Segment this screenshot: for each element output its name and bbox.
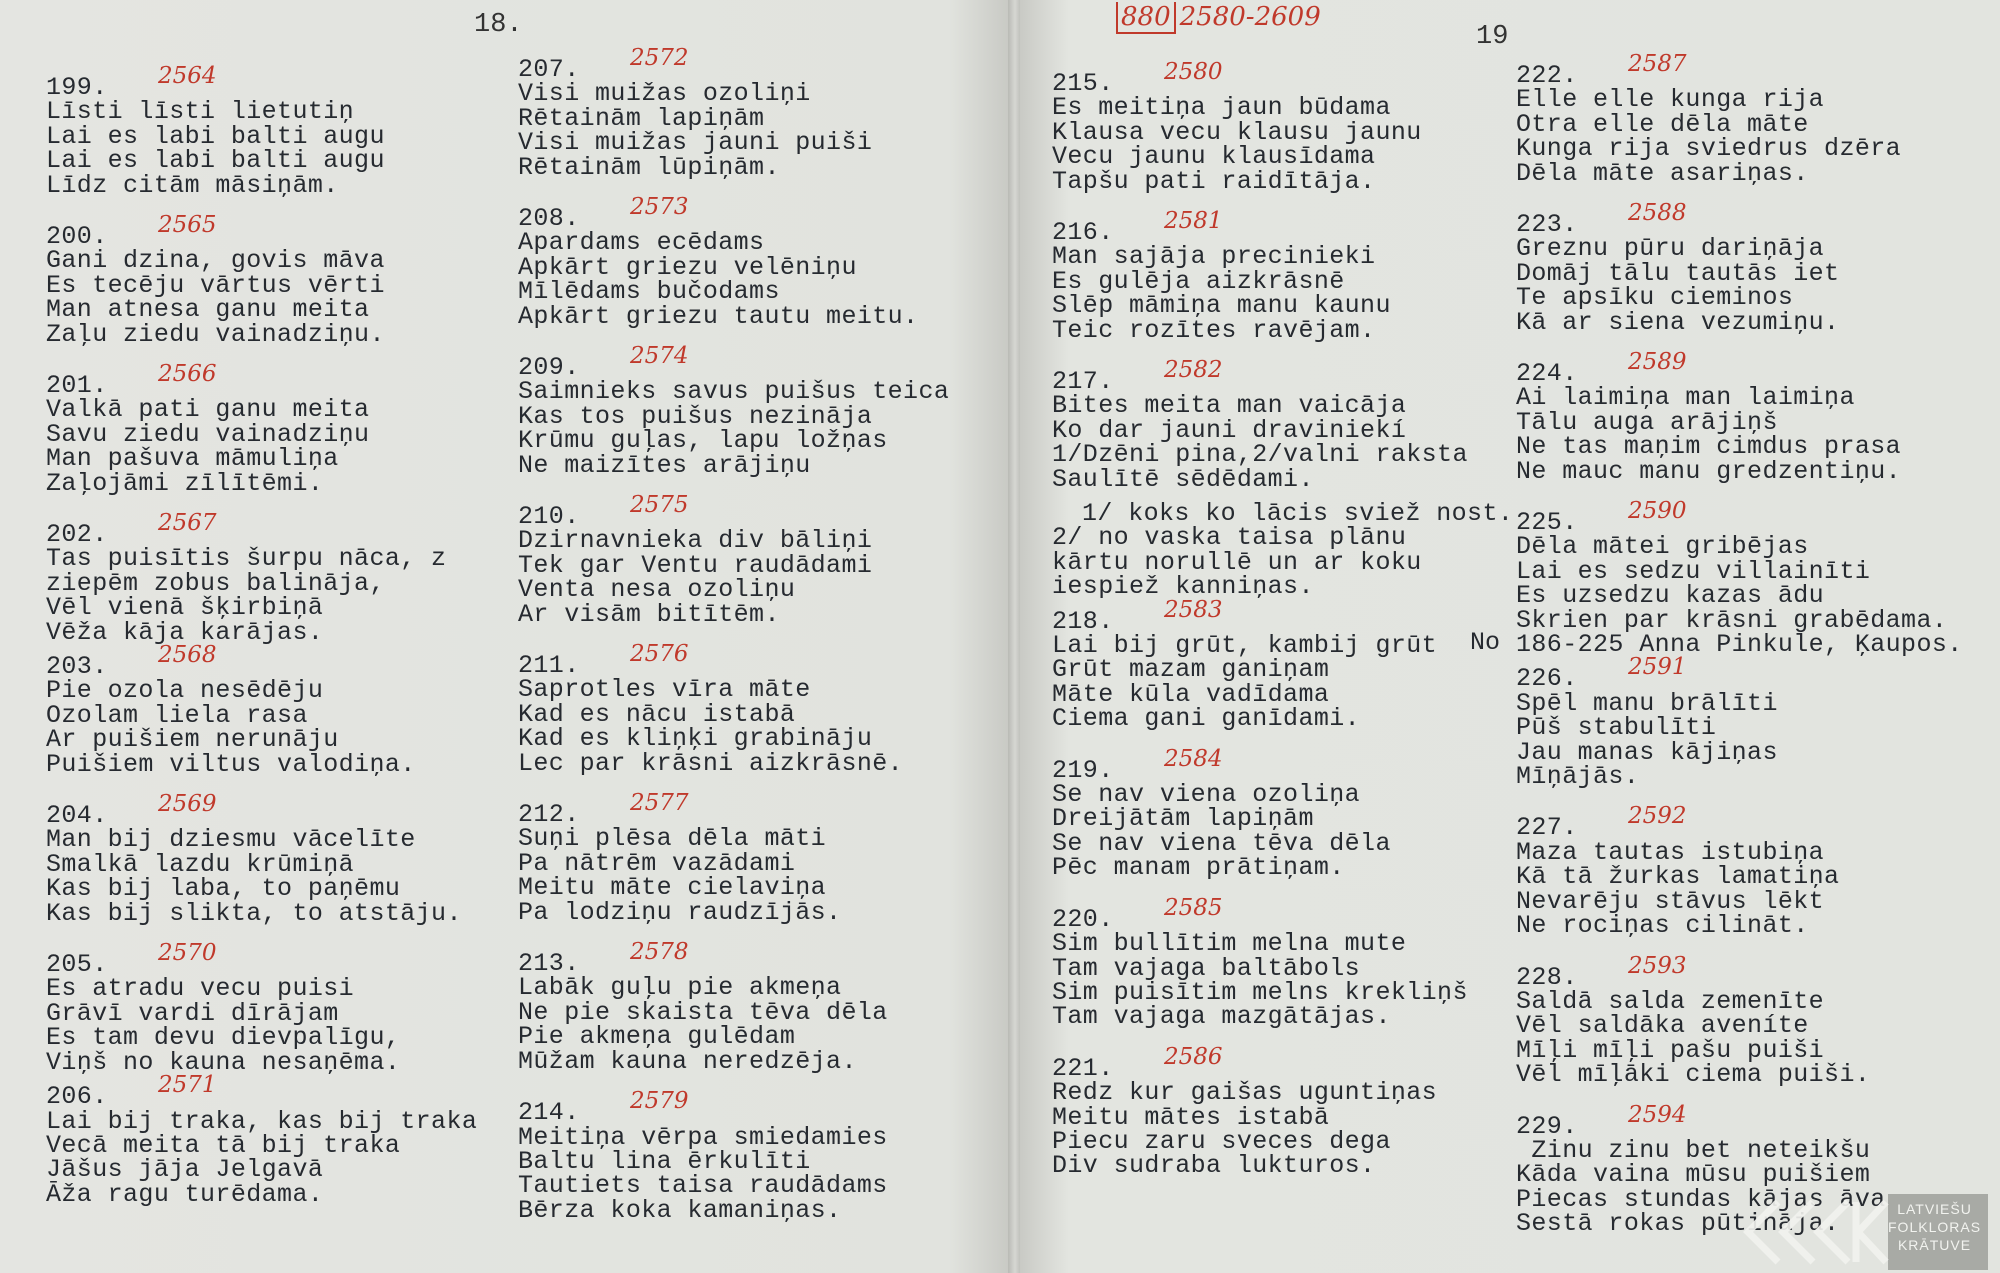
archive-reference: 2573 (630, 194, 689, 221)
verse-line: Ozolam liela rasa (46, 700, 308, 730)
verse-line: ziepēm zobus balināja, (46, 568, 385, 598)
verse-line: Labāk guļu pie akmeņa (518, 973, 842, 1003)
verse-line: Ne pie skaista tēva dēla (518, 997, 888, 1027)
verse-line: Visi muižas jauni puiši (518, 128, 873, 158)
archive-reference: 2566 (158, 361, 217, 388)
stanza-number: 201. (46, 371, 108, 401)
verse-line: Zaļu ziedu vainadziņu. (46, 319, 385, 349)
stanza (518, 641, 949, 778)
archive-reference: 2586 (1164, 1043, 1223, 1070)
stanza-number: 208. (518, 204, 580, 234)
verse-line: Gani dzina, govis māva (46, 246, 385, 276)
right-column-2 (1516, 51, 1963, 1264)
stanza (46, 361, 477, 498)
archive-reference: 2581 (1164, 208, 1223, 235)
stanza-number: 212. (518, 800, 580, 830)
stanza-number-row (1052, 208, 1513, 248)
verse-line: Grāvī vardi dīrājam (46, 998, 339, 1028)
archive-reference: 2578 (630, 939, 689, 966)
verse-line: Lec par krāsni aizkrāsnē. (518, 748, 904, 778)
stanza-number-row (518, 343, 949, 383)
archive-reference: 2565 (158, 212, 217, 239)
verse-line: Ciema gani ganīdami. (1052, 704, 1361, 734)
verse-line: Kā ar siena vezumiņu. (1516, 307, 1840, 337)
verse-line: Elle elle kunga rija (1516, 85, 1825, 115)
verse-line: Jau manas kājiņas (1516, 737, 1778, 767)
verse-line: Skrien par krāsni grabēdama. (1516, 605, 1948, 635)
stanza-number-row (518, 790, 949, 830)
verse-line: Jāšus jāja Jelgavā (46, 1155, 324, 1185)
stanza (1516, 51, 1963, 188)
verse-line: Meitiņa vērpa smiedamies (518, 1122, 888, 1152)
archive-reference: 2580 (1164, 59, 1223, 85)
verse-line: 1/Dzēni pina,2/valni raksta (1052, 440, 1468, 470)
archive-reference: 2576 (630, 641, 689, 668)
stanza-number: 203. (46, 652, 108, 682)
verse-line: Ne mauc manu gredzentiņu. (1516, 456, 1902, 486)
verse-line: Sim bullītim melna mute (1052, 929, 1407, 959)
archive-reference: 2585 (1164, 894, 1223, 921)
stanza-number-row (518, 194, 949, 234)
verse-line: Es gulēja aizkrāsnē (1052, 266, 1345, 296)
verse-line: Nevarēju stāvus lēkt (1516, 886, 1825, 916)
stanza (1052, 357, 1513, 494)
stanza-number: 209. (518, 353, 580, 383)
stanza-number-row (1516, 654, 1963, 694)
stanza-number-row (1516, 51, 1963, 90)
stanza (1052, 894, 1513, 1032)
stanza (1052, 596, 1513, 734)
verse-line: Piecas stundas kājas āva (1516, 1184, 1886, 1214)
archive-reference: 2588 (1628, 200, 1687, 227)
stanza (46, 63, 477, 200)
stanza-number: 199. (46, 73, 108, 102)
verse-line: Valkā pati ganu meita (46, 395, 370, 425)
stanza-number: 213. (518, 949, 580, 979)
stanza (46, 791, 477, 928)
stanza (518, 939, 949, 1076)
verse-line: Te apsīku cieminos (1516, 283, 1794, 313)
verse-line: Teic rozītes ravējam. (1052, 315, 1376, 345)
archive-reference: 2592 (1628, 803, 1687, 830)
verse-line: Lai es sedzu villainīti (1516, 556, 1871, 586)
verse-line: Grūt mazam ganiņam (1052, 655, 1330, 685)
archive-reference: 2593 (1628, 952, 1687, 979)
verse-line: Kad es nācu istabā (518, 699, 796, 729)
stanza-number: 228. (1516, 962, 1578, 992)
archive-reference: 2575 (630, 492, 689, 519)
verse-line: Lai bij traka, kas bij traka (46, 1106, 478, 1136)
stanza (1516, 349, 1963, 486)
verse-line: Tek gar Ventu raudādami (518, 550, 873, 580)
stanza-number: 206. (46, 1082, 108, 1112)
verse-line: kārtu norullē un ar koku (1052, 547, 1422, 577)
archive-reference: 2589 (1628, 349, 1687, 376)
right-column-1 (1052, 59, 1514, 1206)
verse-line: Slēp māmiņa manu kaunu (1052, 291, 1391, 321)
verse-line: Vēža kāja karājas. (46, 617, 324, 647)
verse-line: Pa nātrēm vazādami (518, 848, 796, 878)
verse-line: Spēl manu brālīti (1516, 688, 1778, 718)
stanza-number-row (1052, 596, 1513, 636)
red-archive-header (1116, 2, 1321, 32)
verse-line: Vēl saldāka aveníte (1516, 1011, 1809, 1041)
verse-line: Saimnieks savus puišus teica (518, 377, 950, 407)
verse-line: Savu ziedu vainadziņu (46, 419, 370, 449)
verse-line: Saprotles vīra māte (518, 675, 811, 705)
stanza (518, 790, 949, 927)
verse-line: Kad es kliņķi grabināju (518, 724, 873, 754)
verse-line: Ne tas maņim cimdus prasa (1516, 432, 1902, 462)
side-note-no: No (1470, 628, 1501, 657)
verse-line: Div sudraba lukturos. (1052, 1151, 1376, 1181)
stanza (46, 510, 477, 647)
stanza-number-row (46, 63, 477, 102)
stanza (1052, 745, 1513, 883)
stanza-number: 217. (1052, 367, 1114, 397)
verse-line: Se nav viena tēva dēla (1052, 828, 1391, 858)
stanza-number-row (1052, 745, 1513, 785)
stanza (46, 642, 477, 779)
page-number-left: 18. (474, 10, 523, 40)
verse-line: Zinu zinu bet neteikšu (1516, 1135, 1871, 1165)
verse-line: Vecā meita tā bij traka (46, 1130, 401, 1160)
stanza-number: 229. (1516, 1111, 1578, 1141)
verse-line: Mūžam kauna neredzēja. (518, 1046, 857, 1076)
stanza-number: 216. (1052, 218, 1114, 248)
left-column-2 (518, 45, 950, 1250)
stanza-number: 211. (518, 651, 580, 681)
stanza-number-row (46, 940, 477, 980)
verse-line: Lai es labi balti augu (46, 121, 385, 151)
verse-line: Kas bij slikta, to atstāju. (46, 898, 462, 928)
watermark-line-2: FOLKLORAS (1888, 1219, 1982, 1235)
archive-reference: 2572 (630, 45, 689, 71)
stanza-number: 215. (1052, 69, 1114, 98)
page-number-right: 19 (1476, 22, 1509, 52)
verse-line: Vēl mīļāki ciema puiši. (1516, 1060, 1871, 1090)
verse-line: Pēc manam prātiņam. (1052, 853, 1345, 883)
archive-box-number: 880 (1116, 2, 1176, 34)
verse-line: Rētainām lūpiņām. (518, 152, 780, 182)
verse-line: Meitu mātes istabā (1052, 1102, 1330, 1132)
verse-line: Dreijātām lapiņām (1052, 804, 1314, 834)
verse-line: Vecu jaunu klausīdama (1052, 142, 1376, 172)
verse-line: Man sajāja precinieki (1052, 242, 1376, 272)
verse-line: Apkārt griezu tautu meitu. (518, 301, 919, 331)
stanza-number-row (518, 1088, 949, 1128)
stanza-number: 202. (46, 520, 108, 550)
verse-line: Baltu lina ērkulīti (518, 1146, 811, 1176)
stanza (518, 194, 949, 331)
stanza (518, 45, 949, 182)
stanza-number: 205. (46, 950, 108, 980)
verse-line: Rētainām lapiņām (518, 103, 765, 133)
verse-line: Meitu māte cielaviņa (518, 873, 827, 903)
stanza (1052, 1043, 1513, 1181)
verse-line: Tautiets taisa raudādams (518, 1171, 888, 1201)
right-page (1020, 0, 2000, 1273)
verse-line: Se nav viena ozoliņa (1052, 780, 1361, 810)
archive-reference: 2583 (1164, 596, 1223, 623)
stanza-number-row (46, 1072, 477, 1112)
verse-line: Māte kūla vadīdama (1052, 679, 1330, 709)
verse-line: Apkārt griezu velēniņu (518, 252, 857, 282)
archive-reference: 2594 (1628, 1101, 1687, 1128)
stanza (46, 940, 477, 1077)
stanza (46, 1072, 478, 1209)
verse-line: Ne rociņas cilināt. (1516, 911, 1809, 941)
archive-reference: 2564 (158, 63, 217, 89)
verse-line: Āža ragu turēdama. (46, 1179, 324, 1209)
stanza (1516, 803, 1963, 941)
verse-line: Piecu zaru sveces dega (1052, 1126, 1391, 1156)
verse-line: Pa lodziņu raudzījās. (518, 897, 842, 927)
archive-reference: 2571 (158, 1072, 217, 1099)
stanza-number: 207. (518, 55, 580, 84)
verse-line: Ne maizītes arājiņu (518, 450, 811, 480)
stanza (1516, 200, 1963, 337)
verse-line: Tam vajaga baltābols (1052, 953, 1361, 983)
stanza-number-row (46, 791, 477, 831)
stanza (46, 212, 477, 349)
stanza-number-row (518, 939, 949, 979)
verse-line: Domāj tālu tautās iet (1516, 258, 1840, 288)
stanza-number: 210. (518, 502, 580, 532)
stanza (1516, 952, 1963, 1090)
verse-line: Dēla mātei gribējas (1516, 532, 1809, 562)
verse-line: Apardams ecēdams (518, 228, 765, 258)
verse-line: Kas tos puišus nezināja (518, 401, 873, 431)
stanza-number-row (1516, 1101, 1963, 1141)
verse-line: Redz kur gaišas uguntiņas (1052, 1078, 1438, 1108)
stanza (1052, 59, 1513, 196)
stanza-number-row (1516, 349, 1963, 389)
verse-line: Viņš no kauna nesaņēma. (46, 1047, 401, 1077)
verse-line: Suņi plēsa dēla māti (518, 824, 827, 854)
verse-line: Man bij dziesmu vācelīte (46, 825, 416, 855)
verse-line: Visi muižas ozoliņi (518, 79, 811, 109)
verse-line: Kāda vaina mūsu puišiem (1516, 1160, 1871, 1190)
verse-line: Sestā rokas pūtināja. (1516, 1209, 1840, 1239)
stanza-number: 219. (1052, 755, 1114, 785)
stanza-number-row (1052, 357, 1513, 397)
archive-reference: 2587 (1628, 51, 1687, 77)
archive-range: 2580-2609 (1179, 2, 1321, 32)
stanza-number-row (518, 492, 949, 532)
archive-reference: 2591 (1628, 654, 1687, 681)
stanza-number-row (1052, 59, 1513, 98)
archive-reference: 2590 (1628, 498, 1687, 525)
stanza (518, 492, 949, 629)
verse-line: Man atnesa ganu meita (46, 295, 370, 325)
stanza-number: 218. (1052, 606, 1114, 636)
verse-line: Klausa vecu klausu jaunu (1052, 117, 1422, 147)
stanza-number: 227. (1516, 813, 1578, 843)
stanza (1516, 498, 1963, 660)
stanza-number: 223. (1516, 210, 1578, 240)
verse-line: Ar visām bitītēm. (518, 599, 780, 629)
verse-line: Dzirnavnieka div bāliņi (518, 526, 873, 556)
verse-line: Greznu pūru dariņāja (1516, 234, 1825, 264)
left-column-1 (46, 63, 478, 1234)
verse-line: Venta nesa ozoliņu (518, 575, 796, 605)
stanza-number-row (46, 212, 477, 252)
verse-line: Pie ozola nesēdēju (46, 676, 324, 706)
archive-reference: 2579 (630, 1088, 689, 1115)
stanza-number: 200. (46, 222, 108, 252)
archive-reference: 2567 (158, 510, 217, 537)
archive-reference: 2584 (1164, 745, 1223, 772)
stanza-number-row (46, 510, 477, 550)
archive-reference: 2568 (158, 642, 217, 669)
watermark-text (1888, 1200, 1981, 1254)
stanza-number-row (46, 642, 477, 682)
verse-line: Puišiem viltus valodiņa. (46, 749, 416, 779)
watermark-line-1: LATVIEŠU (1897, 1201, 1972, 1217)
verse-line: Pūš stabulīti (1516, 713, 1717, 743)
verse-line: Mīņājās. (1516, 762, 1640, 792)
stanza-number-row (46, 361, 477, 401)
verse-line: Mīlēdams bučodams (518, 277, 780, 307)
verse-line: Dēla māte asariņas. (1516, 158, 1809, 188)
verse-line: Kas bij laba, to paņēmu (46, 874, 401, 904)
archive-reference: 2574 (630, 343, 689, 370)
stanza-number-row (1516, 952, 1963, 992)
stanza (518, 1088, 949, 1225)
footnote (1052, 499, 1514, 602)
stanza-number-row (1516, 200, 1963, 240)
verse-line: Ar puišiem nerunāju (46, 725, 339, 755)
stanza-number-row (1052, 894, 1513, 934)
verse-line: Lai es labi balti augu (46, 146, 385, 176)
stanza (1516, 654, 1963, 792)
verse-line: Ko dar jauni draviniekí (1052, 415, 1407, 445)
verse-line: Es tam devu dievpalīgu, (46, 1023, 401, 1053)
stanza (1052, 208, 1513, 345)
verse-line: Tas puisītis šurpu nāca, z (46, 544, 447, 574)
verse-line: 2/ no vaska taisa plānu (1052, 523, 1407, 553)
stanza-number: 226. (1516, 664, 1578, 694)
verse-line: 1/ koks ko lācis sviež nost. (1082, 499, 1514, 529)
verse-line: Es atradu vecu puisi (46, 974, 355, 1004)
watermark-line-3: KRĀTUVE (1897, 1237, 1972, 1253)
verse-line: Kunga rija sviedrus dzēra (1516, 134, 1902, 164)
stanza-number-row (518, 45, 949, 84)
verse-line: 186-225 Anna Pinkule, Ķaupos. (1516, 630, 1963, 660)
stanza-number: 225. (1516, 508, 1578, 538)
verse-line: Zaļojāmi zīlītēmi. (46, 468, 324, 498)
verse-line: Tam vajaga mazgātājas. (1052, 1002, 1391, 1032)
verse-line: Līsti līsti lietutiņ (46, 97, 355, 127)
verse-line: Man pašuva māmuliņa (46, 444, 339, 474)
stanza-number-row (1516, 803, 1963, 843)
stanza-number: 204. (46, 801, 108, 831)
verse-line: Sim puisītim melns krekliņš (1052, 977, 1468, 1007)
stanza-number-row (1052, 1043, 1513, 1083)
verse-line: Bites meita man vaicāja (1052, 391, 1407, 421)
verse-line: Ai laimiņa man laimiņa (1516, 383, 1855, 413)
verse-line: Kā tā žurkas lamatiņa (1516, 862, 1840, 892)
stanza-number: 214. (518, 1098, 580, 1128)
archive-reference: 2570 (158, 940, 217, 967)
verse-line: Es uzsedzu kazas ādu (1516, 581, 1825, 611)
stanza (518, 343, 950, 480)
verse-line: Saulītē sēdēdami. (1052, 464, 1314, 494)
verse-line: Saldā salda zemenīte (1516, 986, 1825, 1016)
verse-line: Mīļi mīļi pašu puiši (1516, 1035, 1825, 1065)
archive-reference: 2569 (158, 791, 217, 818)
verse-line: Smalkā lazdu krūmiņā (46, 849, 355, 879)
verse-line: Es meitiņa jaun būdama (1052, 93, 1391, 123)
verse-line: Pie akmeņa gulēdam (518, 1022, 796, 1052)
verse-line: Lai bij grūt, kambij grūt (1052, 631, 1438, 661)
stanza-number: 220. (1052, 904, 1114, 934)
verse-line: Līdz citām māsiņām. (46, 170, 339, 200)
verse-line: Bērza koka kamaniņas. (518, 1195, 842, 1225)
stanza-number: 224. (1516, 359, 1578, 389)
verse-line: Tālu auga arājiņš (1516, 407, 1778, 437)
verse-line: Es tecēju vārtus vērti (46, 270, 385, 300)
stanza-number: 222. (1516, 61, 1578, 90)
stanza-number-row (518, 641, 949, 681)
stanza-number: 221. (1052, 1053, 1114, 1083)
verse-line: Otra elle dēla māte (1516, 109, 1809, 139)
stanza-number-row (1516, 498, 1963, 538)
archive-reference: 2577 (630, 790, 689, 817)
verse-line: Tapšu pati raidītāja. (1052, 166, 1376, 196)
verse-line: Maza tautas istubiņa (1516, 837, 1825, 867)
verse-line: Krūmu guļas, lapu ložņas (518, 426, 888, 456)
verse-line: Vēl vienā šķirbiņā (46, 593, 324, 623)
archive-reference: 2582 (1164, 357, 1223, 384)
verse-line: iespiež kanniņas. (1052, 572, 1314, 602)
